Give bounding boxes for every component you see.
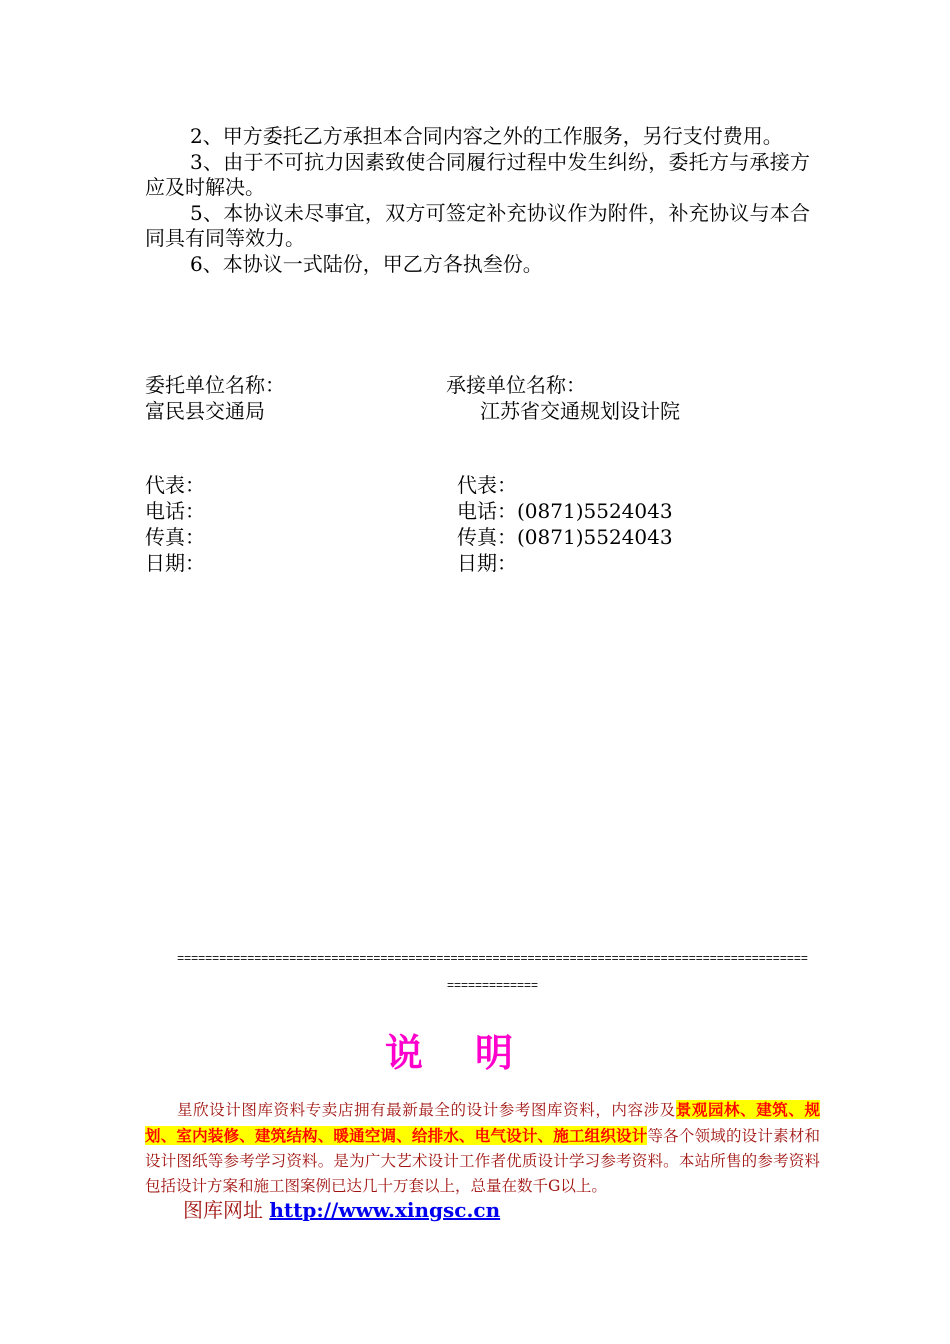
contractor-tel: 电话：(0871)5524043 <box>457 499 673 523</box>
site-link[interactable]: http://www.xingsc.cn <box>269 1198 501 1222</box>
clause-2: 2、甲方委托乙方承担本合同内容之外的工作服务，另行支付费用。 <box>190 124 783 148</box>
separator-line: ======================================================================================================= <box>177 951 808 992</box>
contractor-name: 江苏省交通规划设计院 <box>480 399 680 423</box>
contractor-rep: 代表： <box>457 473 517 497</box>
client-rep: 代表： <box>145 473 205 497</box>
client-date: 日期： <box>145 551 205 575</box>
site-line <box>183 1194 500 1223</box>
contractor-label: 承接单位名称： <box>446 373 586 397</box>
contractor-contact <box>457 472 673 576</box>
clause-5: 5、本协议未尽事宜，双方可签定补充协议作为附件，补充协议与本合同具有同等效力。 <box>145 200 810 250</box>
client-label: 委托单位名称： <box>145 373 285 397</box>
note-title: 说明 <box>384 1031 565 1075</box>
client-contact <box>145 472 205 576</box>
site-label: 图库网址 <box>183 1198 263 1222</box>
contractor-date: 日期： <box>457 551 517 575</box>
contractor-fax: 传真：(0871)5524043 <box>457 525 673 549</box>
contract-clauses <box>145 124 810 277</box>
note-highlight: 景观园林、建筑、规划、室内装修、建筑结构、暖通空调、给排水、电气设计、施工组织设计 <box>145 1100 820 1145</box>
client-fax: 传真： <box>145 525 205 549</box>
contractor-block <box>446 372 680 424</box>
client-tel: 电话： <box>145 499 205 523</box>
clause-3: 3、由于不可抗力因素致使合同履行过程中发生纠纷，委托方与承接方应及时解决。 <box>145 149 810 199</box>
note-text-2: 等各个领域的设计素材和设计图纸等参考学习资料。是为广大艺术设计工作者优质设计学习参考资料。本站所售的参考资料包括设计方案和施工图案例已达几十万套以上，总量在数千G以上。 <box>145 1127 820 1195</box>
client-block <box>145 372 285 424</box>
note-text-1: 星欣设计图库资料专卖店拥有最新最全的设计参考图库资料，内容涉及 <box>177 1101 676 1119</box>
clause-6: 6、本协议一式陆份，甲乙方各执叁份。 <box>190 251 543 276</box>
note-paragraph <box>145 1097 820 1199</box>
client-name: 富民县交通局 <box>145 399 265 423</box>
